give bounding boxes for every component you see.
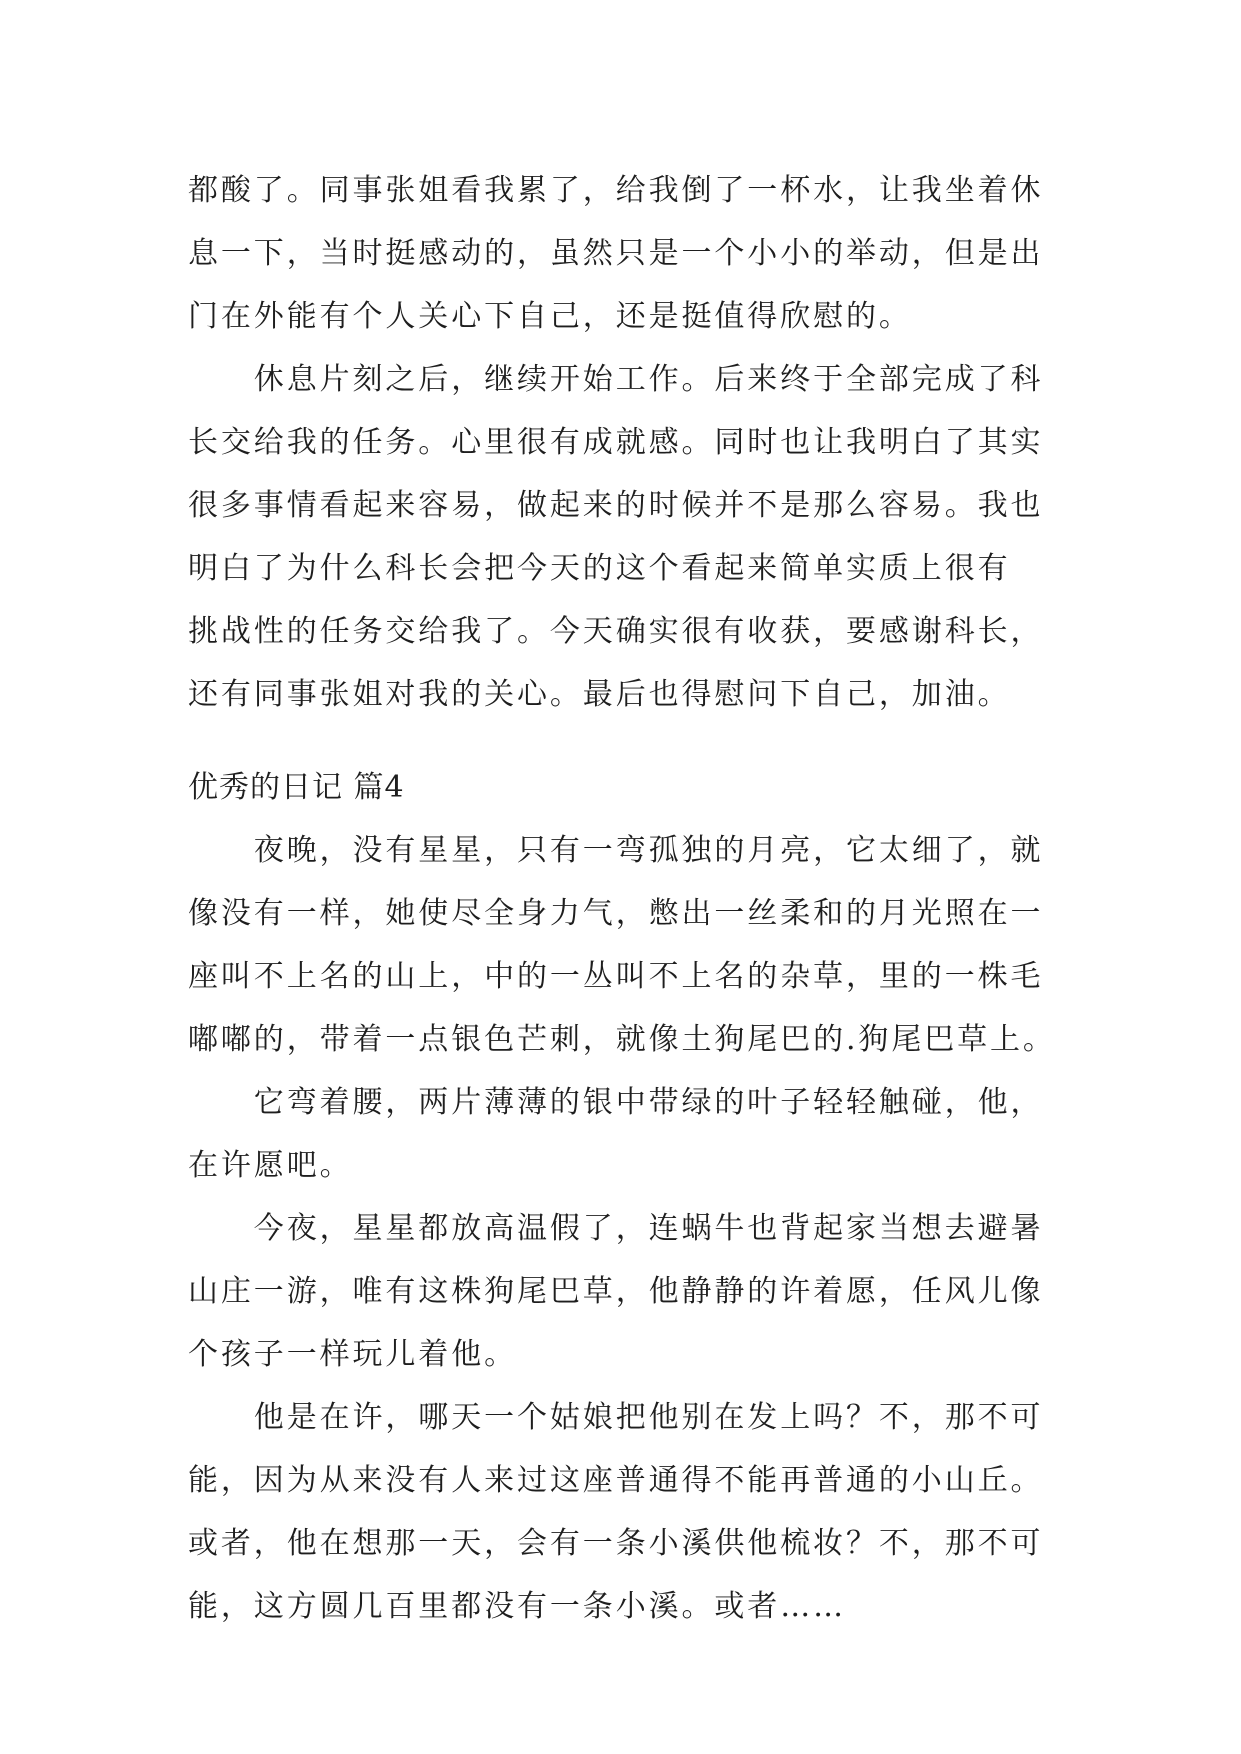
text-line: 能，因为从来没有人来过这座普通得不能再普通的小山丘。 xyxy=(188,1463,1044,1498)
text-line: 今夜，星星都放高温假了，连蜗牛也背起家当想去避暑 xyxy=(188,1211,1044,1246)
paragraph xyxy=(188,1197,1068,1386)
paragraph xyxy=(188,159,1068,348)
section-heading: 优秀的日记 篇4 xyxy=(188,770,405,805)
text-line: 夜晚，没有星星，只有一弯孤独的月亮，它太细了，就 xyxy=(188,833,1044,868)
text-line: 休息片刻之后，继续开始工作。后来终于全部完成了科 xyxy=(188,362,1044,397)
text-line: 很多事情看起来容易，做起来的时候并不是那么容易。我也 xyxy=(188,488,1044,523)
text-line: 都酸了。同事张姐看我累了，给我倒了一杯水，让我坐着休 xyxy=(188,173,1044,208)
text-line: 长交给我的任务。心里很有成就感。同时也让我明白了其实 xyxy=(188,425,1044,460)
text-line: 山庄一游，唯有这株狗尾巴草，他静静的许着愿，任风儿像 xyxy=(188,1274,1044,1309)
text-line: 他是在许，哪天一个姑娘把他别在发上吗？不，那不可 xyxy=(188,1400,1044,1435)
text-line: 它弯着腰，两片薄薄的银中带绿的叶子轻轻触碰，他， xyxy=(188,1085,1044,1120)
text-line: 门在外能有个人关心下自己，还是挺值得欣慰的。 xyxy=(188,299,912,334)
text-line: 明白了为什么科长会把今天的这个看起来简单实质上很有 xyxy=(188,551,1011,586)
text-line: 座叫不上名的山上，中的一丛叫不上名的杂草，里的一株毛 xyxy=(188,959,1044,994)
section-gap xyxy=(188,726,1068,756)
paragraph xyxy=(188,819,1068,1071)
text-line: 还有同事张姐对我的关心。最后也得慰问下自己，加油。 xyxy=(188,677,1011,712)
text-line: 或者，他在想那一天，会有一条小溪供他梳妆？不，那不可 xyxy=(188,1526,1044,1561)
text-line: 个孩子一样玩儿着他。 xyxy=(188,1337,517,1372)
text-line: 能，这方圆几百里都没有一条小溪。或者…… xyxy=(188,1589,846,1624)
paragraph xyxy=(188,1386,1068,1638)
text-line: 挑战性的任务交给我了。今天确实很有收获，要感谢科长， xyxy=(188,614,1044,649)
text-line: 像没有一样，她使尽全身力气，憋出一丝柔和的月光照在一 xyxy=(188,896,1044,931)
text-line: 在许愿吧。 xyxy=(188,1148,353,1183)
text-line: 嘟嘟的，带着一点银色芒刺，就像土狗尾巴的.狗尾巴草上。 xyxy=(188,1022,1056,1057)
paragraph xyxy=(188,348,1068,726)
text-line: 息一下，当时挺感动的，虽然只是一个小小的举动，但是出 xyxy=(188,236,1044,271)
document-body xyxy=(188,159,1068,1638)
paragraph xyxy=(188,1071,1068,1197)
